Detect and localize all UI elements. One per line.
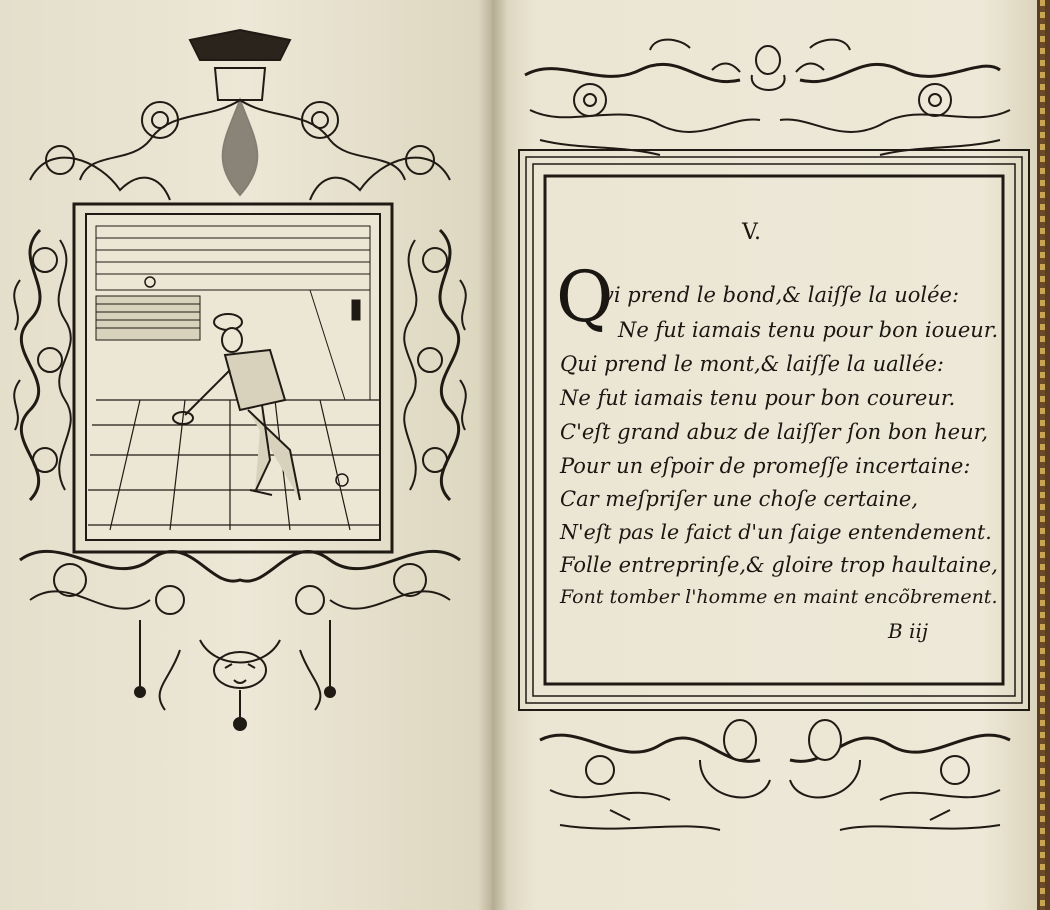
- top-frieze: [525, 40, 1010, 155]
- verse-line-6: Pour un eſpoir de promeſſe incertaine:: [560, 454, 971, 478]
- bottom-frieze: [540, 720, 1010, 830]
- signature-mark: B iij: [888, 619, 929, 643]
- verse-line-8: N'eſt pas le faict d'un ſaige entendement.: [560, 520, 992, 544]
- section-number: V.: [742, 220, 762, 245]
- drop-cap: Q: [556, 256, 614, 338]
- verse-line-7: Car meſpriſer une choſe certaine,: [560, 487, 919, 511]
- verse-line-4: Ne fut iamais tenu pour bon coureur.: [560, 386, 956, 410]
- verse-line-3: Qui prend le mont,& laiſſe la uallée:: [560, 352, 944, 376]
- verse-line-9: Folle entreprinſe,& gloire trop haultaine,: [560, 553, 998, 577]
- verse-line-2: Ne fut iamais tenu pour bon ioueur.: [618, 318, 999, 342]
- verse-line-1: vi prend le bond,& laiſſe la uolée:: [602, 283, 960, 307]
- verse-line-10: Font tomber l'homme en maint encõbrement.: [560, 586, 998, 608]
- verse-line-5: C'eſt grand abuz de laiſſer ſon bon heur,: [560, 420, 988, 444]
